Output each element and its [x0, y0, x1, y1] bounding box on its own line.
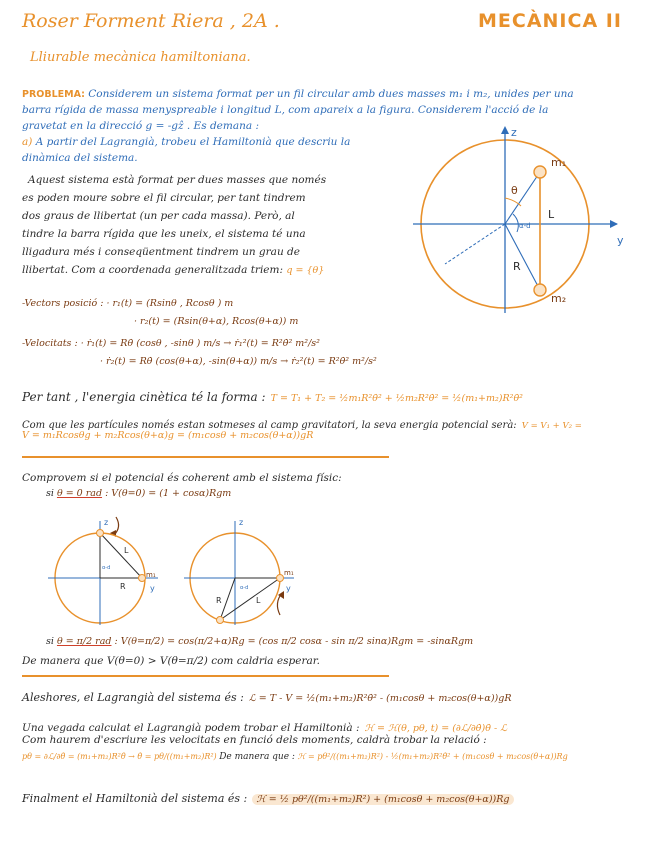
intro-line-3: dos graus de llibertat (un per cada massa). Però, al [22, 210, 295, 222]
fig-m1-label: m₁ [551, 156, 567, 169]
hamiltonian-line-3 [22, 752, 568, 762]
hamiltonian-text-3: De manera que : [219, 752, 295, 762]
z-arrow [501, 126, 509, 134]
check-case-2-si: si [46, 636, 54, 647]
alpha-arc [513, 214, 518, 232]
final-hamiltonian-formula: ℋ = ½ pθ²/((m₁+m₂)R²) + (m₁cosθ + m₂cos(θ+α))Rg [252, 794, 513, 805]
part-a-line-1 [22, 134, 350, 150]
velocity-2: · ṙ₂(t) = Rθ̇ (cos(θ+α), -sin(θ+α)) m/s → ṙ₂²(t) = R²θ̇² m²/s² [100, 356, 377, 367]
fig-m2-label: m₂ [551, 292, 567, 305]
small-mass-b-2 [217, 617, 224, 624]
potential-formula-2: V = m₁Rcosθg + m₂Rcos(θ+α)g = (m₁cosθ + m₂cos(θ+α))gR [22, 430, 314, 441]
small-z-label-1: z [104, 518, 109, 527]
check-case-2-condition: θ = π/2 rad [56, 636, 112, 647]
vector-r1: · r₁(t) = (Rsinθ , Rcosθ ) m [106, 298, 234, 309]
lagrangian-formula: ℒ = T - V = ½(m₁+m₂)R²θ̇² - (m₁cosθ + m₂cos(θ+α))gR [248, 693, 512, 704]
intro-line-1: Aquest sistema està format per dues masses que només [28, 174, 327, 186]
small-y-label-1: y [150, 584, 155, 593]
momentum-relation: pθ = ∂ℒ/∂θ̇ = (m₁+m₂)R²θ̇ → θ̇ = pθ/((m₁+m₂)R²) [22, 752, 217, 761]
vectors-line-1 [22, 298, 233, 309]
small-m1-label-2: m₁ [284, 569, 294, 577]
check-case-1 [46, 488, 231, 499]
lagrangian-line [22, 686, 512, 705]
small-L-label-1: L [124, 546, 129, 555]
problem-text-1: Considerem un sistema format per un fil circular amb dues masses m₁ i m₂, unides per una [88, 88, 574, 100]
kinetic-formula: T = T₁ + T₂ = ½m₁R²θ̇² + ½m₂R²θ̇² = ½(m₁+m₂)R²θ̇² [270, 393, 523, 404]
velocity-1: · ṙ₁(t) = Rθ̇ (cosθ , -sinθ ) m/s → ṙ₁²(t) = R²θ̇² m²/s² [80, 338, 320, 349]
check-intro: Comprovem si el potencial és coherent amb el sistema físic: [22, 472, 342, 484]
section-divider-1 [22, 456, 389, 458]
vector-r2: · r₂(t) = (Rsin(θ+α), Rcos(θ+α)) m [134, 316, 299, 327]
check-case-2 [46, 636, 473, 647]
section-divider-2 [22, 675, 389, 677]
fig-alpha-label: α-d [519, 222, 531, 230]
intro-line-4: tindre la barra rígida que les uneix, el sistema té una [22, 228, 306, 240]
mass-1 [534, 166, 546, 178]
hamiltonian-definition: ℋ = ℋ(θ, pθ, t) = (∂ℒ/∂θ̇)θ̇ - ℒ [364, 723, 508, 734]
problem-line-3: gravetat en la direcció g = -gẑ . Es demana : [22, 120, 259, 132]
intro-line-2: es poden moure sobre el fil circular, per tant tindrem [22, 192, 306, 204]
hamiltonian-line-1 [22, 716, 507, 735]
velocities-label: -Velocitats : [22, 338, 78, 349]
x-axis [445, 224, 505, 264]
part-a-text: A partir del Lagrangià, trobeu el Hamiltonià que descriu la [35, 136, 351, 148]
check-case-2-result: : V(θ=π/2) = cos(π/2+α)Rg = (cos π/2 cosα - sin π/2 sinα)Rgm = -sinαRgm [114, 636, 474, 647]
small-figure-2 [180, 505, 330, 630]
check-case-1-si: si [46, 488, 54, 499]
intro-line-5: lligadura més i conseqüentment tindrem un grau de [22, 246, 300, 258]
small-mass-a-2 [277, 575, 284, 582]
radius-m1 [505, 172, 540, 224]
small-L-label-2: L [256, 596, 261, 605]
fig-z-label: z [511, 126, 517, 139]
hamiltonian-line-2: Com haurem d'escriure les velocitats en funció dels moments, caldrà trobar la relació : [22, 734, 487, 746]
small-bar-2 [220, 578, 280, 620]
small-mass-b-1 [139, 575, 146, 582]
generalized-coordinate: q = {θ} [286, 265, 325, 276]
hamiltonian-intermediate: ℋ = pθ²/((m₁+m₂)R²) - ½(m₁+m₂)R²θ̇² + (m₁cosθ + m₂cos(θ+α))Rg [297, 752, 568, 761]
small-r2-2 [220, 578, 235, 620]
check-case-1-condition: θ = 0 rad [56, 488, 103, 499]
velocities-line-1 [22, 338, 320, 349]
final-hamiltonian-text: Finalment el Hamiltonià del sistema és : [22, 792, 248, 805]
kinetic-line [22, 386, 523, 405]
page-title: MECÀNICA II [478, 10, 622, 32]
check-conclusion: De manera que V(θ=0) > V(θ=π/2) com caldria esperar. [22, 655, 320, 667]
hamiltonian-text-1: Una vegada calculat el Lagrangià podem trobar el Hamiltonià : [22, 722, 360, 734]
final-hamiltonian-line [22, 787, 514, 806]
fig-theta-label: θ [511, 184, 518, 197]
problem-line-1 [22, 86, 574, 103]
theta-arc [505, 198, 521, 206]
potential-text: Com que les partícules només estan sotmeses al camp gravitatori, la seva energia potencial serà: [22, 420, 517, 431]
intro-line-6 [22, 262, 324, 279]
page-subtitle: Lliurable mecànica hamiltoniana. [30, 50, 251, 65]
vectors-label: -Vectors posició : [22, 298, 104, 309]
radius-m2 [505, 224, 540, 290]
part-a-line-2: dinàmica del sistema. [22, 152, 138, 164]
small-alpha-label-2: α-d [240, 585, 249, 591]
small-bar-1 [100, 533, 142, 578]
small-R-label-2: R [216, 596, 222, 605]
small-m1-label-1: m₁ [146, 571, 156, 579]
small-z-label-2: z [239, 518, 244, 527]
small-R-label-1: R [120, 582, 126, 591]
mass-2 [534, 284, 546, 296]
small-y-label-2: y [286, 584, 291, 593]
main-figure [405, 118, 635, 323]
small-alpha-label-1: α-d [102, 565, 111, 571]
fig-y-label: y [617, 234, 624, 247]
intro-text-6: llibertat. Com a coordenada generalitzada triem: [22, 264, 284, 276]
problem-label: PROBLEMA: [22, 89, 85, 100]
fig-R-label: R [513, 260, 521, 273]
fig-L-label: L [548, 208, 555, 221]
potential-formula-1: V = V₁ + V₂ = [521, 421, 582, 431]
lagrangian-text: Aleshores, el Lagrangià del sistema és : [22, 691, 244, 704]
problem-line-2: barra rígida de massa menyspreable i longitud L, com apareix a la figura. Considerem l'acció de la [22, 104, 549, 116]
part-a-label: a) [22, 136, 33, 148]
small-mass-a-1 [97, 530, 104, 537]
y-arrow [610, 220, 618, 228]
small-figure-1 [30, 505, 175, 630]
author-line: Roser Forment Riera , 2A . [22, 10, 280, 32]
kinetic-text: Per tant , l'energia cinètica té la forma : [22, 390, 266, 404]
check-case-1-result: : V(θ=0) = (1 + cosα)Rgm [105, 488, 232, 499]
